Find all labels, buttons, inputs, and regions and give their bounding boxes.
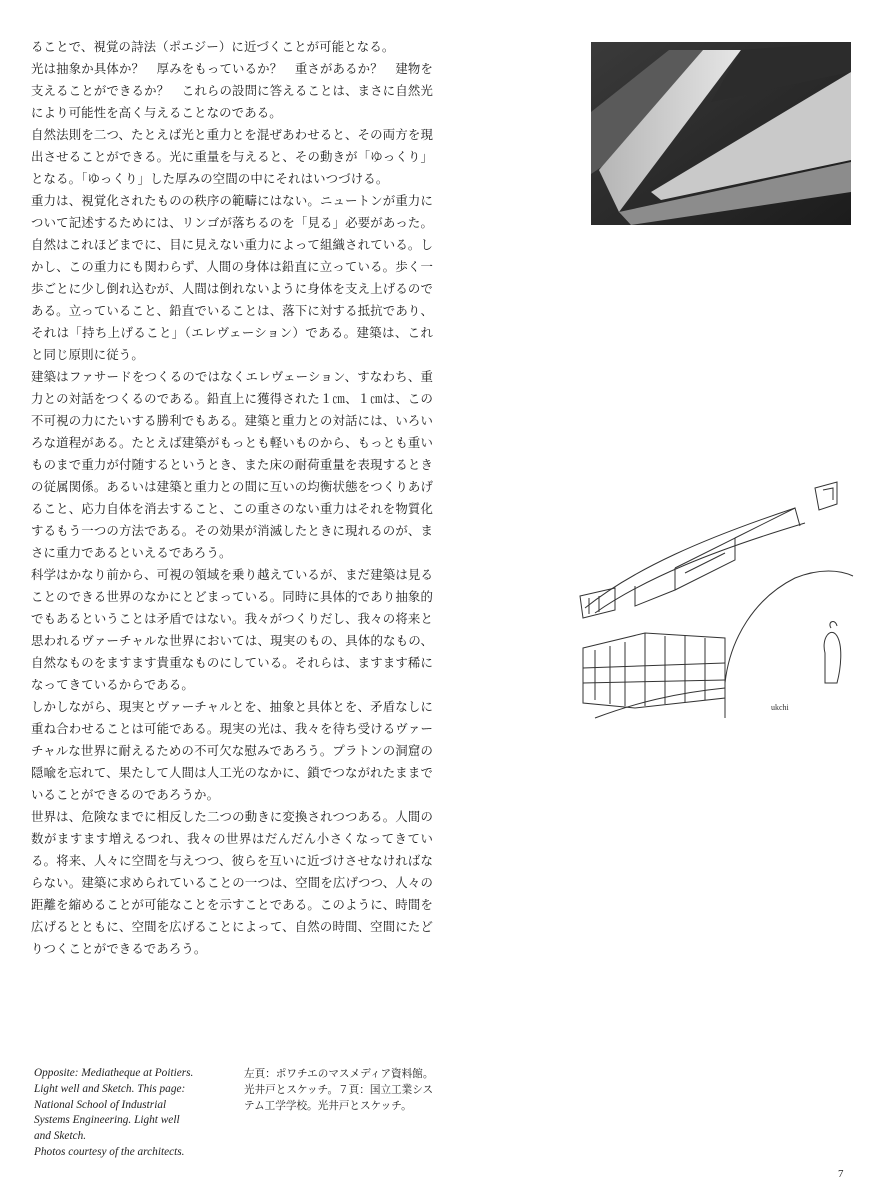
paragraph-4: 重力は、視覚化されたものの秩序の範疇にはない。ニュートンが重力について記述するためには、リンゴが落ちるのを「見る」必要があった。自然はこれほどまでに、目に見えない重力によって組織されている。しかし、この重力にも関わらず、人間の身体は鉛直に立っている。歩く一歩ごとに少し倒れ込むが、人間は倒れないように身体を支え上げるのである。立っていること、鉛直でいることは、落下に対する抵抗であり、それは「持ち上げること」（エレヴェーション）である。建築は、これと同じ原則に従う。: [31, 193, 433, 362]
building-sketch: [575, 478, 857, 740]
caption-japanese: [244, 1066, 444, 1114]
building-sketch-drawing: [575, 478, 857, 740]
caption-en-line-1: Opposite: Mediatheque at Poitiers.: [34, 1067, 194, 1079]
caption-en-line-6: Photos courtesy of the architects.: [34, 1145, 185, 1158]
caption-ja-line-3: テム工学学校。光井戸とスケッチ。: [244, 1100, 412, 1112]
caption-english: [34, 1066, 234, 1161]
paragraph-1: ることで、視覚の詩法（ポエジー）に近づくことが可能となる。: [31, 39, 395, 54]
caption-en-line-5: and Sketch.: [34, 1130, 87, 1143]
caption-en-line-3: National School of Industrial: [34, 1098, 167, 1111]
body-text: [31, 36, 433, 960]
caption-en-line-4: Systems Engineering. Light well: [34, 1114, 180, 1127]
paragraph-7: しかしながら、現実とヴァーチャルとを、抽象と具体とを、矛盾なしに重ね合わせることは可能である。現実の光は、我々を待ち受けるヴァーチャルな世界に耐えるための不可欠な慰みであろう。プラトンの洞窟の隠喩を忘れて、果たして人間は人工光のなかに、鎖でつながれたままでいることができるのであろうか。: [31, 699, 433, 802]
sketch-signature: ukchi: [771, 703, 789, 712]
paragraph-3: 自然法則を二つ、たとえば光と重力とを混ぜあわせると、その両方を現出させることができる。光に重量を与えると、その動きが「ゆっくり」となる。「ゆっくり」した厚みの空間の中にそれはいつづける。: [31, 127, 433, 186]
paragraph-5: 建築はファサードをつくるのではなくエレヴェーション、すなわち、重力との対話をつくるのである。鉛直上に獲得された１㎝、１㎝は、この不可視の力にたいする勝利でもある。建築と重力との対話には、いろいろな道程がある。たとえば建築がもっとも軽いものから、もっとも重いものまで重力が付随するというとき、また床の耐荷重量を表現するときの従属関係。あるいは建築と重力との間に互いの均衡状態をつくりあげること、応力自体を消去すること、この重さのない重力はそれを物質化するもう一つの方法である。その効果が消滅したときに現れるのが、まさに重力であるといえるであろう。: [31, 369, 433, 560]
caption-ja-line-2: 光井戸とスケッチ。７頁：国立工業シス: [244, 1084, 434, 1096]
paragraph-2: 光は抽象か具体か？ 厚みをもっているか？ 重さがあるか？ 建物を支えることができるか？ これらの設問に答えることは、まさに自然光により可能性を高く与えることなのである。: [31, 61, 433, 120]
caption-ja-line-1: 左頁：ポワチエのマスメディア資料館。: [244, 1068, 434, 1080]
page-number: 7: [838, 1168, 844, 1180]
light-well-photo-image: [591, 42, 851, 225]
light-well-photo: [591, 42, 851, 225]
caption-en-line-2: Light well and Sketch. This page:: [34, 1082, 186, 1095]
paragraph-6: 科学はかなり前から、可視の領域を乗り越えているが、まだ建築は見ることのできる世界のなかにとどまっている。同時に具体的であり抽象的でもあるということは矛盾ではない。我々がつくりだし、我々の将来と思われるヴァーチャルな世界においては、現実のもの、具体的なもの、自然なものをますます貴重なものにしている。それらは、ますます稀になってきているからである。: [31, 567, 433, 692]
paragraph-8: 世界は、危険なまでに相反した二つの動きに変換されつつある。人間の数がますます増えるつれ、我々の世界はだんだん小さくなってきている。将来、人々に空間を与えつつ、彼らを互いに近づけさせなければならない。建築に求められていることの一つは、空間を広げつつ、人々の距離を縮めることが可能なことを示すことである。このように、時間を広げるとともに、空間を広げることによって、自然の時間、空間にたどりつくことができるであろう。: [31, 809, 433, 956]
